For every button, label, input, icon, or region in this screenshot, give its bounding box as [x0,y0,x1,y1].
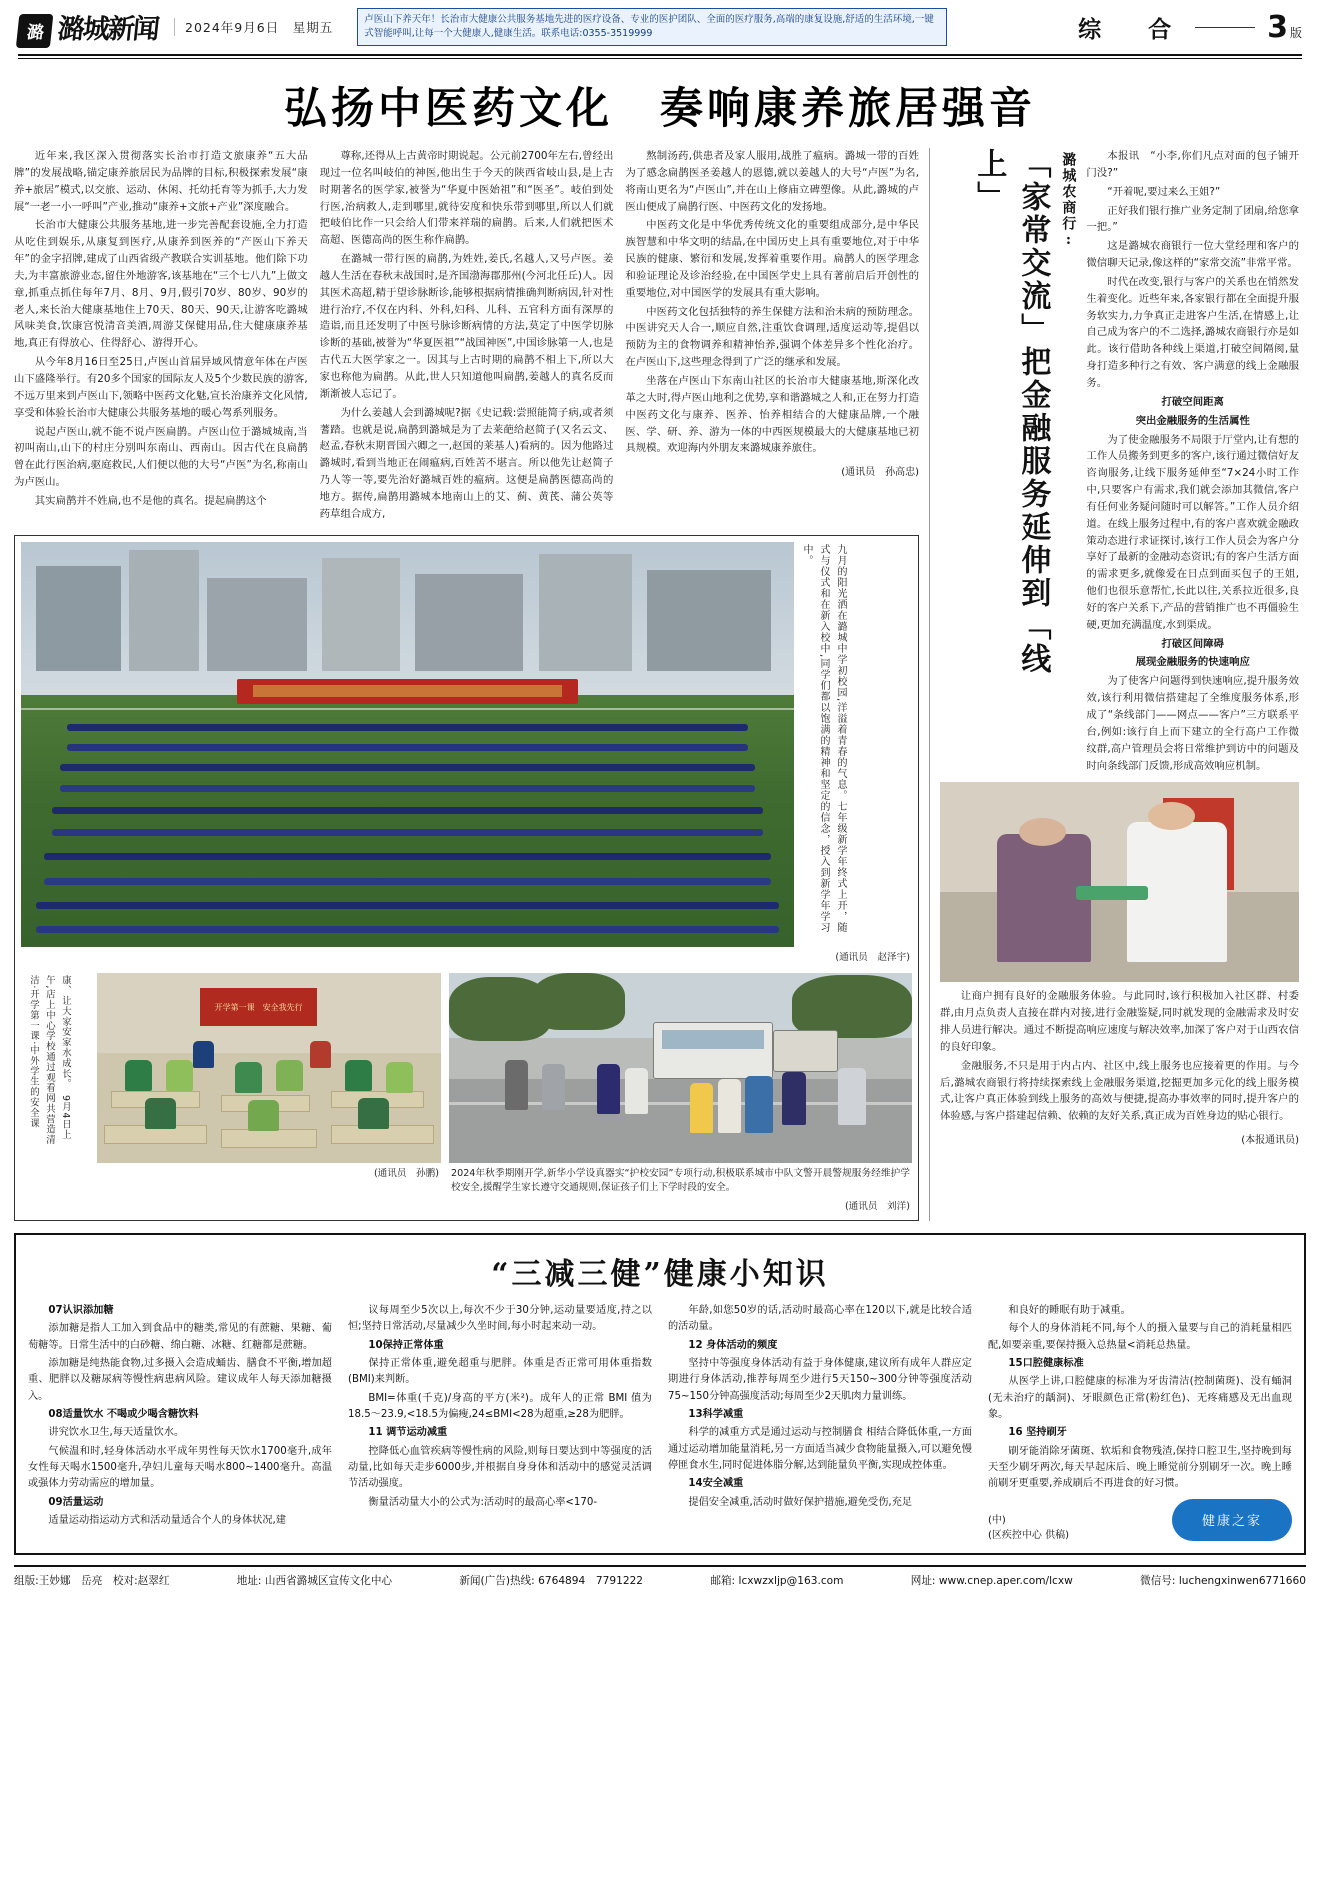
paragraph: 中医药文化包括独特的养生保健方法和治未病的预防理念。中医讲究天人合一,顺应自然,注重饮食调理,适度运动等,提倡以预防为主的食物调养和精神怡养,强调个体差异多个性化治疗。在卢医山下,这些理念得到了广泛的继承和发展。 [625,305,920,369]
subhead: 11 调节运动减重 [368,1427,448,1439]
logo-badge-icon: 潞 [16,13,54,47]
paragraph: 添加糖是指人工加入到食品中的糖类,常见的有蔗糖、果糖、葡萄糖等。日常生活中的白砂糖、绵白糖、冰糖、红糖都是蔗糖。 [28,1323,332,1351]
paragraph: 保持正常体重,避免超重与肥胖。体重是否正常可用体重指数(BMI)来判断。 [348,1358,652,1386]
paragraph: 议每周至少5次以上,每次不少于30分钟,运动量要适度,持之以恒;坚持日常活动,尽量减少久坐时间,每小时起来动一动。 [348,1305,652,1333]
paragraph: 从今年8月16日至25日,卢医山首届异域风情意年体在卢医山下盛隆举行。有20多个国家的国际友人及5个少数民族的游客,不远万里来到卢医山下,领略中医药文化魅,宣长治康养文化风情,享受和体验长治市大健康公共服务基地的暖心驾系列服务。 [14,356,308,419]
feature-col-2 [348,1303,652,1540]
lead-col-1 [14,148,308,525]
paragraph: 其实扁鹊并不姓扁,也不是他的真名。提起扁鹊这个 [34,494,267,507]
footer-email-value: lcxwzxljp@163.com [738,1574,844,1587]
paragraph: 讲究饮水卫生,每天适量饮水。 [48,1427,185,1439]
paragraph: 为什么姜越人会到潞城呢?据《史记载:尝照能简子病,或者须蓍踏。也就是说,扁鹊到潞城是为了去莱葩给赵简子(又名云文、赵孟,春秋末期晋国六卿之一,赵国的莱基人)看病的。因为他路过潞城时,看到当地正在闹瘟病,百姓苦不堪言。所以他先让赵简子乃人等一等,要先治好潞城百姓的瘟病。这便是扁鹊医德高尚的地方。据传,扁鹊用潞城本地南山上的艾、蓟、黄芪、蒲公英等药草组合成方, [319,406,614,520]
page-number: 3 版 [1267,9,1302,45]
paragraph: 说起卢医山,就不能不说卢医扁鹊。卢医山位于潞城城南,当初叫南山,山下的村庄分别叫东南山、西南山。因古代在良扁鹊曾在此行医治病,驱庭救民,人们便以他的大号“卢医”为名,称南山为卢医山。 [14,425,308,489]
photo-main-credit: (通讯员 赵泽宇) [835,951,910,963]
right-article-top [940,148,1299,776]
paragraph: BMI=体重(千克)/身高的平方(米²)。成年人的正常 BMI 值为18.5～23.9,<18.5为偏瘦,24≤BMI<28为超重,≥28为肥胖。 [348,1392,652,1420]
footer-web[interactable] [911,1573,1073,1588]
paragraph: 这是潞城农商银行一位大堂经理和客户的微信聊天记录,像这样的“家常交流”非常平常。 [1086,240,1299,270]
paragraph: 从医学上讲,口腔健康的标准为牙齿清洁(控制菌斑)、没有蛹洞(无未治疗的龋洞)、牙眼颜色正常(粉红色)、无疼痛感及无出血现象。 [988,1376,1292,1420]
feature-columns [28,1303,1292,1540]
lead-headline: 弘扬中医药文化 奏响康养旅居强音 [284,84,1036,134]
paragraph: 本报讯 “小李,你们凡点对面的包子铺开门没?” [1086,150,1299,179]
photo-main [21,542,912,947]
feature-col-1 [28,1303,332,1540]
photo-block-main [14,535,919,1222]
subhead: 10保持正常体重 [368,1339,444,1351]
masthead-rule-thin [18,58,1302,59]
paragraph: 尊称,还得从上古黄帝时期说起。公元前2700年左右,曾经出现过一位名叫岐伯的神医,他出生于今天的陕西省岐山县,是上古时期著名的医学家,被誉为“华夏中医始祖”和“医圣”。岐伯到处行医,治病救人,走到哪里,就待安度和快乐带到哪里,所以人们就把岐伯比作一只会给人们带来祥瑞的扁鹊。后来,人们就把医术高超、医德高尚的医生称作扁鹊。 [319,150,614,247]
feature-source-note: (中) [988,1514,1006,1526]
paragraph: 气候温和时,轻身体活动水平成年男性每天饮水1700毫升,成年女性每天喝水1500毫升,孕妇儿童每天喝水800~1400毫升。高温或强体力劳动需应的增加量。 [28,1445,332,1490]
paragraph: 添加糖是纯热能食物,过多摄入会造成蛹齿、膳食不平衡,增加超重、肥胖以及糖尿病等慢性病患病风险。建议成年人每天添加糖摄入。 [28,1358,332,1402]
lead-col-2 [320,148,614,525]
right-article-title: 「家常交流」把金融服务延伸到「线上」 [971,148,1051,676]
divider-line [1195,27,1255,28]
photo-school-ceremony [21,542,794,947]
section-title: 综 合 [1078,15,1184,43]
paragraph: 每个人的身体消耗不同,每个人的摄入量要与自己的消耗量相匹配,如要亲重,要保持摄入总热量<消耗总热量。 [988,1323,1292,1351]
footer-wechat-label: 微信号: [1140,1574,1176,1587]
paragraph: 刷牙能消除牙菌斑、软垢和食物残渣,保持口腔卫生,坚持晚到每天至少刷牙两次,每天早起床后、晚上睡觉前分别刷牙一次。晚上睡前刷牙更重要,养成刷后不再进食的好习惯。 [988,1445,1292,1490]
article-byline: (通讯员 孙高忠) [841,467,920,479]
paragraph: 衡量活动量大小的公式为:活动时的最高心率<170- [368,1496,598,1508]
feature-col-3 [668,1303,972,1540]
subhead: 09活量运动 [48,1496,104,1508]
subhead: 13科学减重 [688,1409,744,1420]
footer-wechat-value: luchengxinwen6771660 [1178,1574,1306,1587]
footer-wechat [1140,1573,1306,1588]
lead-article-columns [14,148,919,525]
body-grid [14,148,1306,1221]
paragraph: 为了使金融服务不局限于厅堂内,让有想的工作人员搬务到更多的客户,该行通过微信好友咨询服务,让线下服务延伸至“7×24小时工作中,只要客户有需求,我们就会添加其微信,客户有任何业务疑问随时可以解答。”工作人员介绍道。在线上服务过程中,有的客户喜欢就金融政策动态进行求证探讨,该行工作人员会为客户分享好了最新的金融动态资讯;有的客户生活方面的需求更多,就像爱在日点到面买包子的王姐,他们也很乐意帮忙,长此以往,关系拉近很多,良好的客户关系下,产品的营销推广也不再僵验生硬,更加充满温度,水到渠成。 [1086,433,1299,631]
top-advertisement: 卢医山下养天年！长治市大健康公共服务基地先进的医疗设备、专业的医护团队、全面的医疗服务,高端的康复设施,舒适的生活环境,一键式智能呼叫,让每一个大健康人,健康生活。联系电话:0355-3519999 [357,8,947,46]
paragraph: 时代在改变,银行与客户的关系也在悄然发生着变化。近些年来,各家银行都在全面提升服务软实力,力争真正走进客户生活,在情感上,让自己成为客户的不二选择,潞城农商银行亦是如此。该行借助各种线上渠道,打破空间隔阂,量身打造多种行之有效、客户满意的线上金融服务。 [1086,275,1299,389]
footer-web-label: 网址: [910,1574,936,1587]
paragraph: 金融服务,不只是用于内占内、社区中,线上服务也应接着更的作用。与今后,潞城农商银行将持续探索线上金融服务渠道,挖掘更加多元化的线上服务模式,让客户真正体验到线上服务的高效与便捷,提高办事效率的同时,提升客户的体验感,与客户搭建起信赖、依赖的友好关系,真正成为百姓身边的贴心银行。 [940,1059,1299,1123]
footer-editors: 组版:王妙娜 岳亮 校对:赵翠红 [14,1574,170,1587]
feature-source: (区疾控中心 供稿) [988,1529,1069,1541]
masthead [14,0,1306,52]
paragraph: 近年来,我区深入贯彻落实长治市打造文旅康养“五大品牌”的发展战略,锚定康养旅居民为品牌的目标,积极探索发展“康养+旅居”模式,以交旅、运动、休闲、托幼托育等为抓手,大力发展“一老一小一呼叫”产业,推动“康养+文旅+产业”深度融合。 [14,150,308,213]
newspaper-logo [16,7,166,48]
feature-footer [988,1499,1292,1541]
photo-bank-service [940,782,1299,982]
health-logo-text: 健康之家 [1201,1514,1262,1530]
paragraph: 和良好的睡眠有助于减重。 [1008,1305,1131,1317]
paragraph: 熬制汤药,供患者及家人服用,战胜了瘟病。潞城一带的百姓为了感念扁鹊医圣姜越人的恩德,就以姜越人的大号“卢医”为名,将南山更名为“卢医山”,并在山上修庙立碑塑像。从此,潞城的卢医山便成了扁鹊行医、中医药文化的发扬地。 [625,150,920,213]
footer-hotline-label: 新闻(广告)热线: [459,1574,535,1587]
right-column [929,148,1299,1221]
photo-classroom-block [21,973,441,1214]
classroom-banner-text: 开学第一课 安全我先行 [214,1002,303,1012]
paragraph: 提倡安全减重,活动时做好保护措施,避免受伤,充足 [688,1496,913,1508]
paragraph: “开着呢,要过来么王姐?” [1107,185,1221,198]
caption-text: 九月的阳光洒在潞城中学初校园,洋溢着青春的气息。七年级新学年终式上开，随式与仪式和在新入校中,同学们都以饱满的精神和坚定的信念，授入到新学年学习中。 [801,543,846,933]
footer-email [710,1573,843,1588]
right-vertical-title-group [940,148,1078,776]
photo-classroom [97,973,441,1163]
photo-street-credit: (通讯员 刘洋) [844,1200,910,1212]
right-article-byline: (本报通讯员) [1241,1135,1299,1147]
health-logo-badge [1172,1499,1292,1541]
right-article-body [1086,148,1299,776]
paragraph: 科学的减重方式是通过运动与控制膳食 相结合降低体重,一方面通过运动增加能量消耗,另一方面适当减少食物能量摄入,可以避免慢停匪食水生,同时促进体脂分解,达到能量负平衡,实现成控体重。 [668,1427,972,1471]
photo-row-secondary [21,973,912,1214]
page-number-unit: 版 [1289,25,1302,40]
subhead: 15口腔健康标准 [1008,1358,1084,1370]
section-header [1078,10,1302,45]
subhead: 16 坚持刷牙 [1008,1427,1067,1439]
subhead: 打破空间距离 [1161,395,1224,408]
paragraph: 年龄,如您50岁的话,活动时最高心率在120以下,就是比较合适的活动量。 [668,1305,972,1333]
footer-address [237,1573,392,1588]
paragraph: 适量运动指运动方式和活动量适合个人的身体状况,建 [48,1514,286,1526]
photo-street-safety [449,973,912,1163]
right-article-body-continued [940,988,1299,1125]
subhead: 打破区间障碍 [1161,637,1224,650]
subhead: 08适量饮水 不喝或少喝含糖饮料 [48,1409,199,1420]
subhead: 14安全减重 [688,1478,744,1490]
footer-email-label: 邮箱: [710,1574,736,1587]
footer-hotline-value: 6764894 7791222 [538,1574,644,1587]
paragraph: 中医药文化是中华优秀传统文化的重要组成部分,是中华民族智慧和中华文明的结晶,在中国历史上具有重要地位,对于中华民族的健康、繁衍和发展,发挥着重要作用。扁鹊人的医学理念和验证理论及诊治经验,在中国医学史上具有著前启后开创性的重要地位,对中国医学的发展具有重大影响。 [625,219,920,299]
feature-title: “三减三健”健康小知识 [491,1257,829,1293]
paragraph: 控降低心血管疾病等慢性病的风险,则每日要达到中等强度的活动量,比如每天走步6000步,并根据自身身体和活动中的感觉灵活调节活动强度。 [348,1445,652,1490]
subhead: 07认识添加糖 [48,1305,114,1317]
paragraph: 坐落在卢医山下东南山社区的长治市大健康基地,斯深化改革之大时,得卢医山地利之优势,享和谐潞城之人和,正在努力打造中医药文化与康养、医养、怡养相结合的大健康品牌,一个融医、学、研、养、游为一体的中西医规模最大的大健康基地已初具规模。欢迎海内外朋友来潞城康养旅住。 [625,374,920,455]
feature-col-4 [988,1303,1292,1540]
photo-main-vertical-caption [794,542,912,947]
right-article-kicker: 潞城农商行: [1060,152,1077,250]
footer-address-value: 山西省潞城区宣传文化中心 [264,1574,393,1587]
photo-street-block [449,973,912,1214]
paragraph: 让商户拥有良好的金融服务体验。与此同时,该行积极加入社区群、村委群,由月点负责人直接在群内对接,进行金融鉴疑,同时就发现的金融需求及时安排人员进行解决。通过不断提高响应速度与解决效率,加深了客户对于山西农信的良好印象。 [940,990,1299,1053]
masthead-rule-thick [18,54,1302,56]
issue-date: 2024年9月6日 星期五 [174,18,343,36]
paragraph: 长治市大健康公共服务基地,进一步完善配套设施,全力打造从吃住到娱乐,从康复到医疗,从康养到医养的“产医山下养天年”的金字招牌,建成了山西省级产教联合实训基地。他们除下功夫,为丰富旅游业态,留住外地游客,该基地在“三个七八九”上做文章,抓重点抓住每年7月、8月、9月,假引70岁、80岁、90岁的老人,来长治大健康基地住上70天、80天、90天,让游客吃潞城风味美食,饮康宫悦清音美酒,周游艾保健用品,住大健康康养基地,真正有得放心、住得舒心、游得开心。 [14,219,308,350]
subhead: 展现金融服务的快速响应 [1135,656,1250,669]
left-column-group [14,148,919,1221]
paragraph: 坚持中等强度身体活动有益于身体健康,建议所有成年人群应定期进行身体活动,推荐每周至少进行5天150~300分钟等强度活动75~150分钟高强度活动;每周至少2天肌肉力量训练。 [668,1358,972,1402]
subhead: 12 身体活动的频度 [688,1339,778,1351]
footer-hotline [459,1573,643,1588]
newspaper-logo-text: 潞城新闻 [56,13,160,45]
paragraph: 在潞城一带行医的扁鹊,为姓姓,姜氏,名越人,又号卢医。姜越人生活在春秋末战国时,是齐国渤海郡那州(今河北任丘)人。因其医术高超,精于望诊脉断诊,能够根据病情推确判断病因,针对性进行治疗,不仅在内科、外科,妇科、儿科、五官科方面有深厚的造诣,而且还发明了中医号脉诊断病情的方法,莫定了中医学切脉诊断的基础,被誉为“华夏医祖”“战国神医”,中国诊脉第一人,也是古代五大医学家之一。因其与上古时期的扁鹊不相上下,所以大家也称他为扁鹊。从此,世人只知道他叫扁鹊,姜越人的真名反而渐渐被人忘记了。 [319,253,614,400]
photo-classroom-credit: (通讯员 孙鹏) [373,1167,439,1179]
photo-street-caption: 2024年秋季期刚开学,新华小学设真器实“护校安园”专项行动,积极联系城市中队文警开晨警规服务经维护学校安全,援醒学生家长遵守交通规则,保证孩子们上下学时段的安全。 [451,1167,910,1194]
classroom-side-caption: 康、让大家安家水成长。 9月4日上午,店上中心学校通过观看网共营造清洁·开学第一课·中外学生的安全课 [27,974,71,1146]
lead-col-3 [625,148,919,525]
footer-web-value[interactable]: www.cnep.aper.com/lcxw [938,1574,1073,1587]
paragraph: 正好我们银行推广业务定制了团扇,给您拿一把。” [1086,204,1299,234]
footer-address-label: 地址: [236,1574,262,1587]
subhead: 突出金融服务的生活属性 [1135,414,1250,427]
paragraph: 为了使客户问题得到快速响应,提升服务效效,该行利用微信搭建起了全维度服务体系,形成了“条线部门——网点——客户”三方联系平台,例如:该行自上而下建立的全行高户工作微纹群,高户管理员会将日常维护到访中的问题及时向条线部门反馈,形成高效响应机制。 [1086,675,1299,772]
page-footer [14,1565,1306,1588]
feature-box [14,1233,1306,1554]
